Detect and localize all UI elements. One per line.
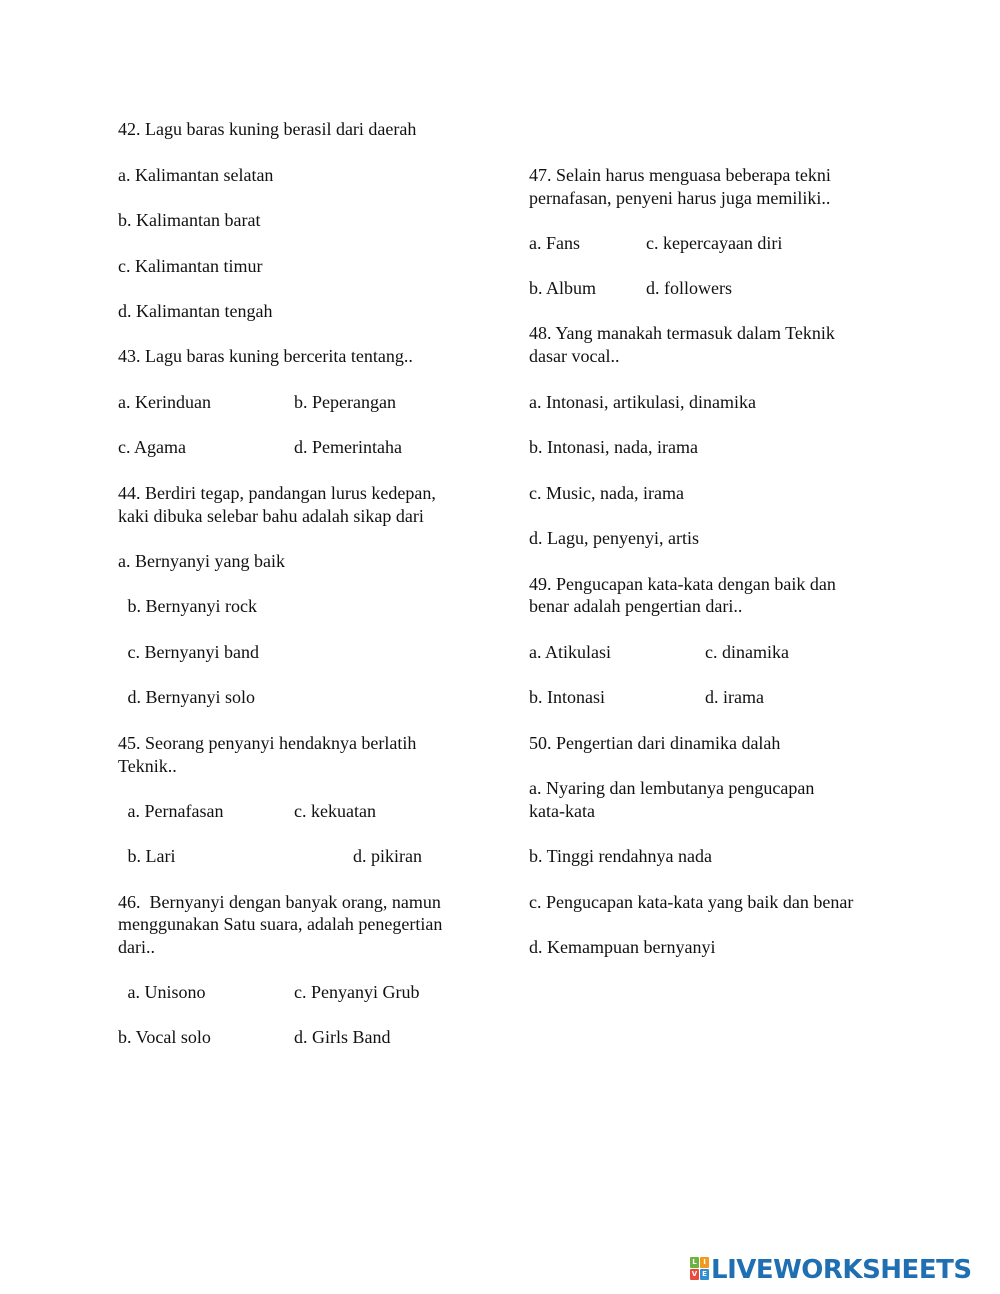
- question-45-line2: Teknik..: [118, 756, 177, 776]
- q43-option-d: d. Pemerintaha: [294, 437, 402, 457]
- question-43: 43. Lagu baras kuning bercerita tentang..: [118, 346, 413, 366]
- q45-option-c: c. kekuatan: [294, 801, 376, 821]
- q49-option-a: a. Atikulasi: [529, 642, 611, 662]
- q45-option-a: a. Pernafasan: [123, 801, 224, 821]
- q50-option-a-line1: a. Nyaring dan lembutanya pengucapan: [529, 778, 815, 798]
- q49-option-d: d. irama: [705, 687, 764, 707]
- logo-mark-e: E: [700, 1269, 709, 1280]
- question-47-line2: pernafasan, penyeni harus juga memiliki..: [529, 188, 831, 208]
- q42-option-b: b. Kalimantan barat: [118, 210, 261, 230]
- q45-option-b: b. Lari: [123, 846, 176, 866]
- q42-option-d: d. Kalimantan tengah: [118, 301, 273, 321]
- q47-option-a: a. Fans: [529, 233, 580, 253]
- q45-option-d: d. pikiran: [353, 846, 422, 866]
- q50-option-b: b. Tinggi rendahnya nada: [529, 846, 712, 866]
- q47-option-c: c. kepercayaan diri: [646, 233, 783, 253]
- q49-option-b: b. Intonasi: [529, 687, 605, 707]
- q43-option-a: a. Kerinduan: [118, 392, 211, 412]
- q47-option-d: d. followers: [646, 278, 732, 298]
- q43-option-c: c. Agama: [118, 437, 186, 457]
- q50-option-d: d. Kemampuan bernyanyi: [529, 937, 716, 957]
- q43-option-b: b. Peperangan: [294, 392, 396, 412]
- q44-option-b: b. Bernyanyi rock: [123, 596, 257, 616]
- question-48-line1: 48. Yang manakah termasuk dalam Teknik: [529, 323, 835, 343]
- q46-option-c: c. Penyanyi Grub: [294, 982, 420, 1002]
- question-50: 50. Pengertian dari dinamika dalah: [529, 733, 781, 753]
- question-46-line3: dari..: [118, 937, 155, 957]
- question-49-line1: 49. Pengucapan kata-kata dengan baik dan: [529, 574, 836, 594]
- question-48-line2: dasar vocal..: [529, 346, 620, 366]
- liveworksheets-logo: [690, 1255, 990, 1285]
- q44-option-c: c. Bernyanyi band: [123, 642, 259, 662]
- question-42: 42. Lagu baras kuning berasil dari daerah: [118, 119, 417, 139]
- question-46-line2: menggunakan Satu suara, adalah penegertian: [118, 914, 443, 934]
- q42-option-c: c. Kalimantan timur: [118, 256, 263, 276]
- logo-mark-i: I: [700, 1257, 709, 1268]
- question-49-line2: benar adalah pengertian dari..: [529, 596, 743, 616]
- q46-option-b: b. Vocal solo: [118, 1027, 211, 1047]
- logo-text: LIVEWORKSHEETS: [711, 1255, 972, 1285]
- question-47-line1: 47. Selain harus menguasa beberapa tekni: [529, 165, 831, 185]
- question-44-line2: kaki dibuka selebar bahu adalah sikap dari: [118, 506, 424, 526]
- q48-option-b: b. Intonasi, nada, irama: [529, 437, 698, 457]
- q48-option-d: d. Lagu, penyenyi, artis: [529, 528, 699, 548]
- q44-option-d: d. Bernyanyi solo: [123, 687, 255, 707]
- logo-mark-l: L: [690, 1257, 699, 1268]
- question-45-line1: 45. Seorang penyanyi hendaknya berlatih: [118, 733, 417, 753]
- question-46-line1: 46. Bernyanyi dengan banyak orang, namun: [118, 892, 441, 912]
- logo-mark-v: V: [691, 1270, 698, 1278]
- q48-option-a: a. Intonasi, artikulasi, dinamika: [529, 392, 756, 412]
- q42-option-a: a. Kalimantan selatan: [118, 165, 274, 185]
- q46-option-d: d. Girls Band: [294, 1027, 391, 1047]
- q44-option-a: a. Bernyanyi yang baik: [118, 551, 285, 571]
- liveworksheets-mark-icon: [690, 1257, 710, 1281]
- question-44-line1: 44. Berdiri tegap, pandangan lurus kedepan,: [118, 483, 436, 503]
- q49-option-c: c. dinamika: [705, 642, 789, 662]
- q50-option-c: c. Pengucapan kata-kata yang baik dan benar: [529, 892, 854, 912]
- q48-option-c: c. Music, nada, irama: [529, 483, 684, 503]
- q50-option-a-line2: kata-kata: [529, 801, 595, 821]
- q46-option-a: a. Unisono: [123, 982, 206, 1002]
- q47-option-b: b. Album: [529, 278, 597, 298]
